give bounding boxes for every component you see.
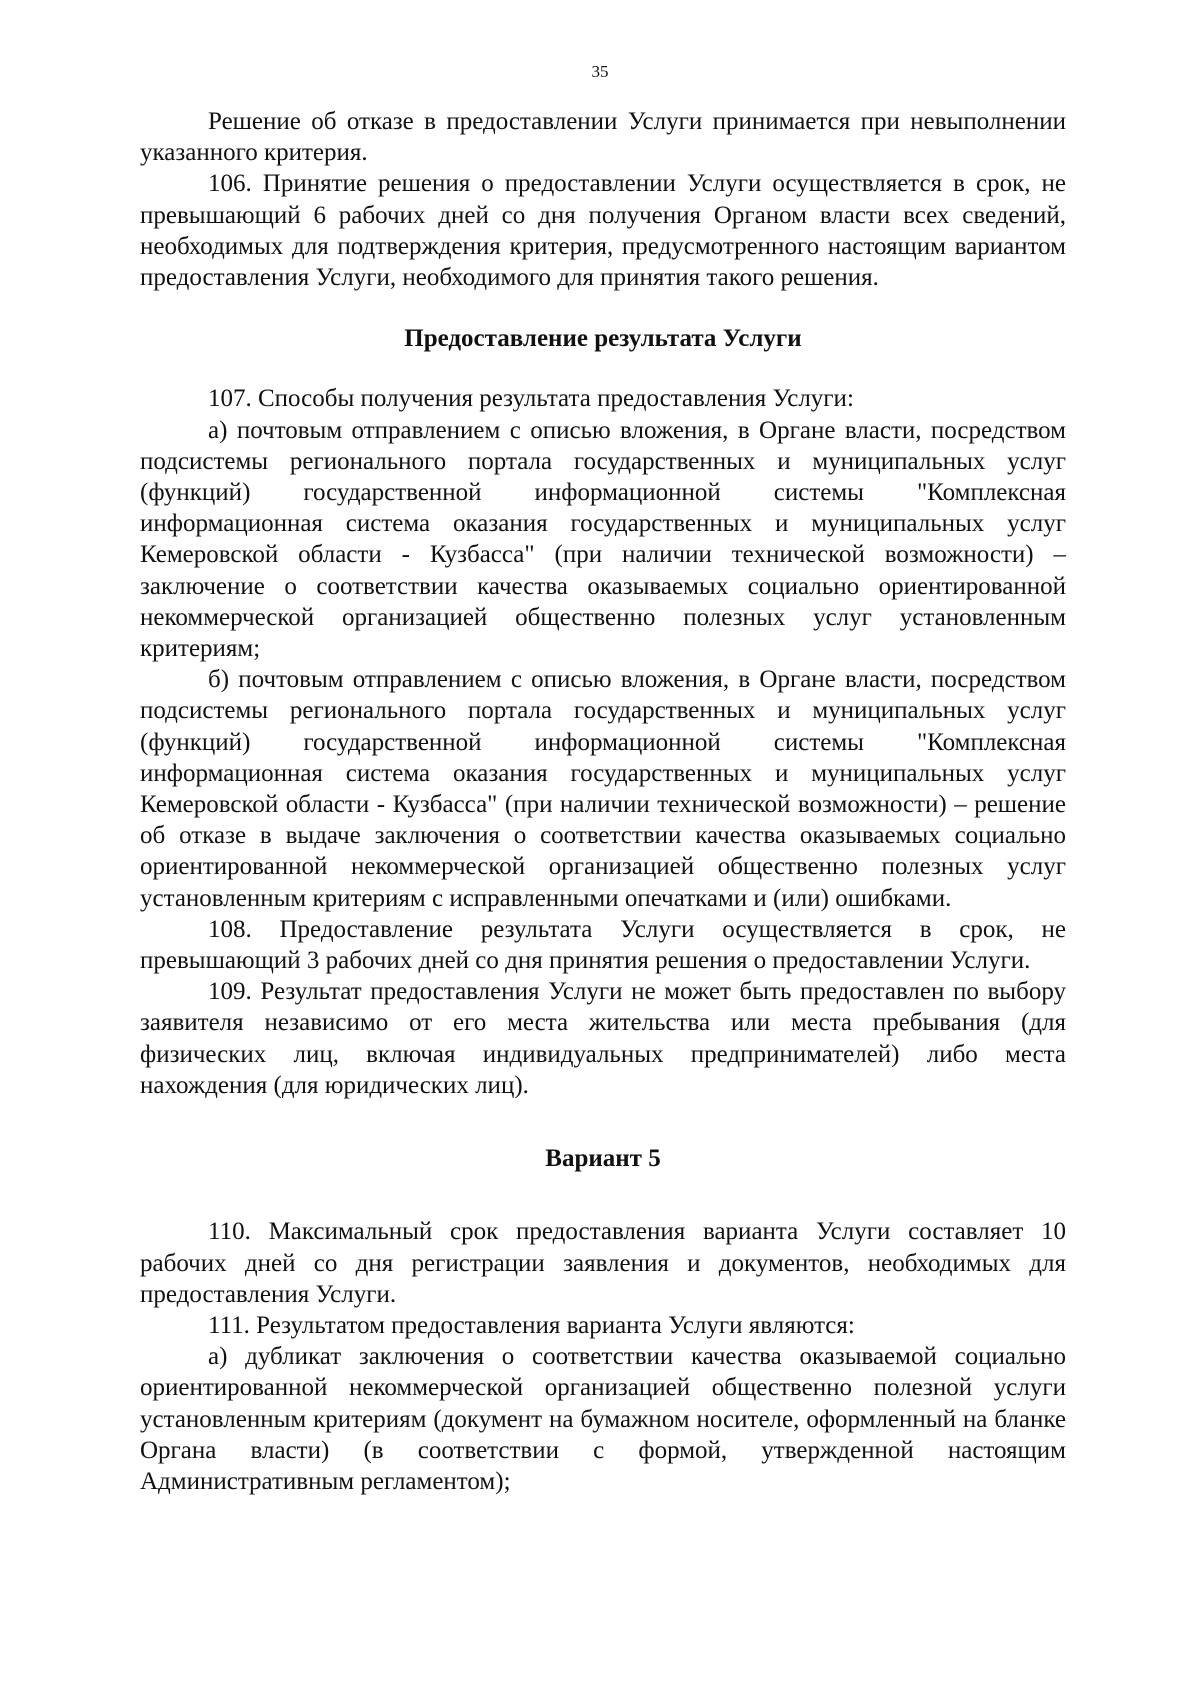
paragraph-109: 109. Результат предоставления Услуги не может быть предоставлен по выбору заявителя независимо от его места жительства или места пребывания (для физических лиц, включая индивидуальных предпринимателей) либо места нахождения (для юридических лиц). [140, 978, 1066, 1099]
document-body [140, 106, 1066, 1497]
paragraph-108: 108. Предоставление результата Услуги осуществляется в срок, не превышающий 3 рабочих дней со дня принятия решения о предоставлении Услуги. [140, 915, 1066, 975]
paragraph-111: 111. Результатом предоставления варианта Услуги являются: [208, 1311, 855, 1339]
paragraph-refusal-decision: Решение об отказе в предоставлении Услуги принимается при невыполнении указанного критерия. [140, 108, 1066, 167]
section-heading-result: Предоставление результата Услуги [404, 325, 802, 353]
paragraph-110: 110. Максимальный срок предоставления варианта Услуги составляет 10 рабочих дней со дня регистрации заявления и документов, необходимых для предоставления Услуги. [140, 1218, 1066, 1308]
paragraph-107: 107. Способы получения результата предоставления Услуги: [208, 385, 854, 413]
paragraph-107-b: б) почтовым отправлением с описью вложения, в Органе власти, посредством подсистемы регионального портала государственных и муниципальных услуг (функций) государственной информационной системы "Комплексная информационная система оказания государственных и муниципальных услуг Кемеровской области - Кузбасса" (при наличии технической возможности) – решение об отказе в выдаче заключения о соответствии качества оказываемых социально ориентированной некоммерческой организацией общественно полезных услуг установленным критериям с исправленными опечатками и (или) ошибками. [140, 666, 1066, 912]
paragraph-111-a: а) дубликат заключения о соответствии качества оказываемой социально ориентированной некоммерческой организацией общественно полезной услуги установленным критериям (документ на бумажном носителе, оформленный на бланке Органа власти) (в соответствии с формой, утвержденной настоящим Административным регламентом); [140, 1343, 1066, 1495]
section-heading-variant-5: Вариант 5 [545, 1145, 661, 1173]
paragraph-107-a: а) почтовым отправлением с описью вложения, в Органе власти, посредством подсистемы регионального портала государственных и муниципальных услуг (функций) государственной информационной системы "Комплексная информационная система оказания государственных и муниципальных услуг Кемеровской области - Кузбасса" (при наличии технической возможности) – заключение о соответствии качества оказываемых социально ориентированной некоммерческой организацией общественно полезных услуг установленным критериям; [140, 416, 1066, 663]
page-number: 35 [591, 62, 609, 81]
paragraph-106: 106. Принятие решения о предоставлении Услуги осуществляется в срок, не превышающий 6 рабочих дней со дня получения Органом власти всех сведений, необходимых для подтверждения критерия, предусмотренного настоящим вариантом предоставления Услуги, необходимого для принятия такого решения. [140, 170, 1066, 292]
